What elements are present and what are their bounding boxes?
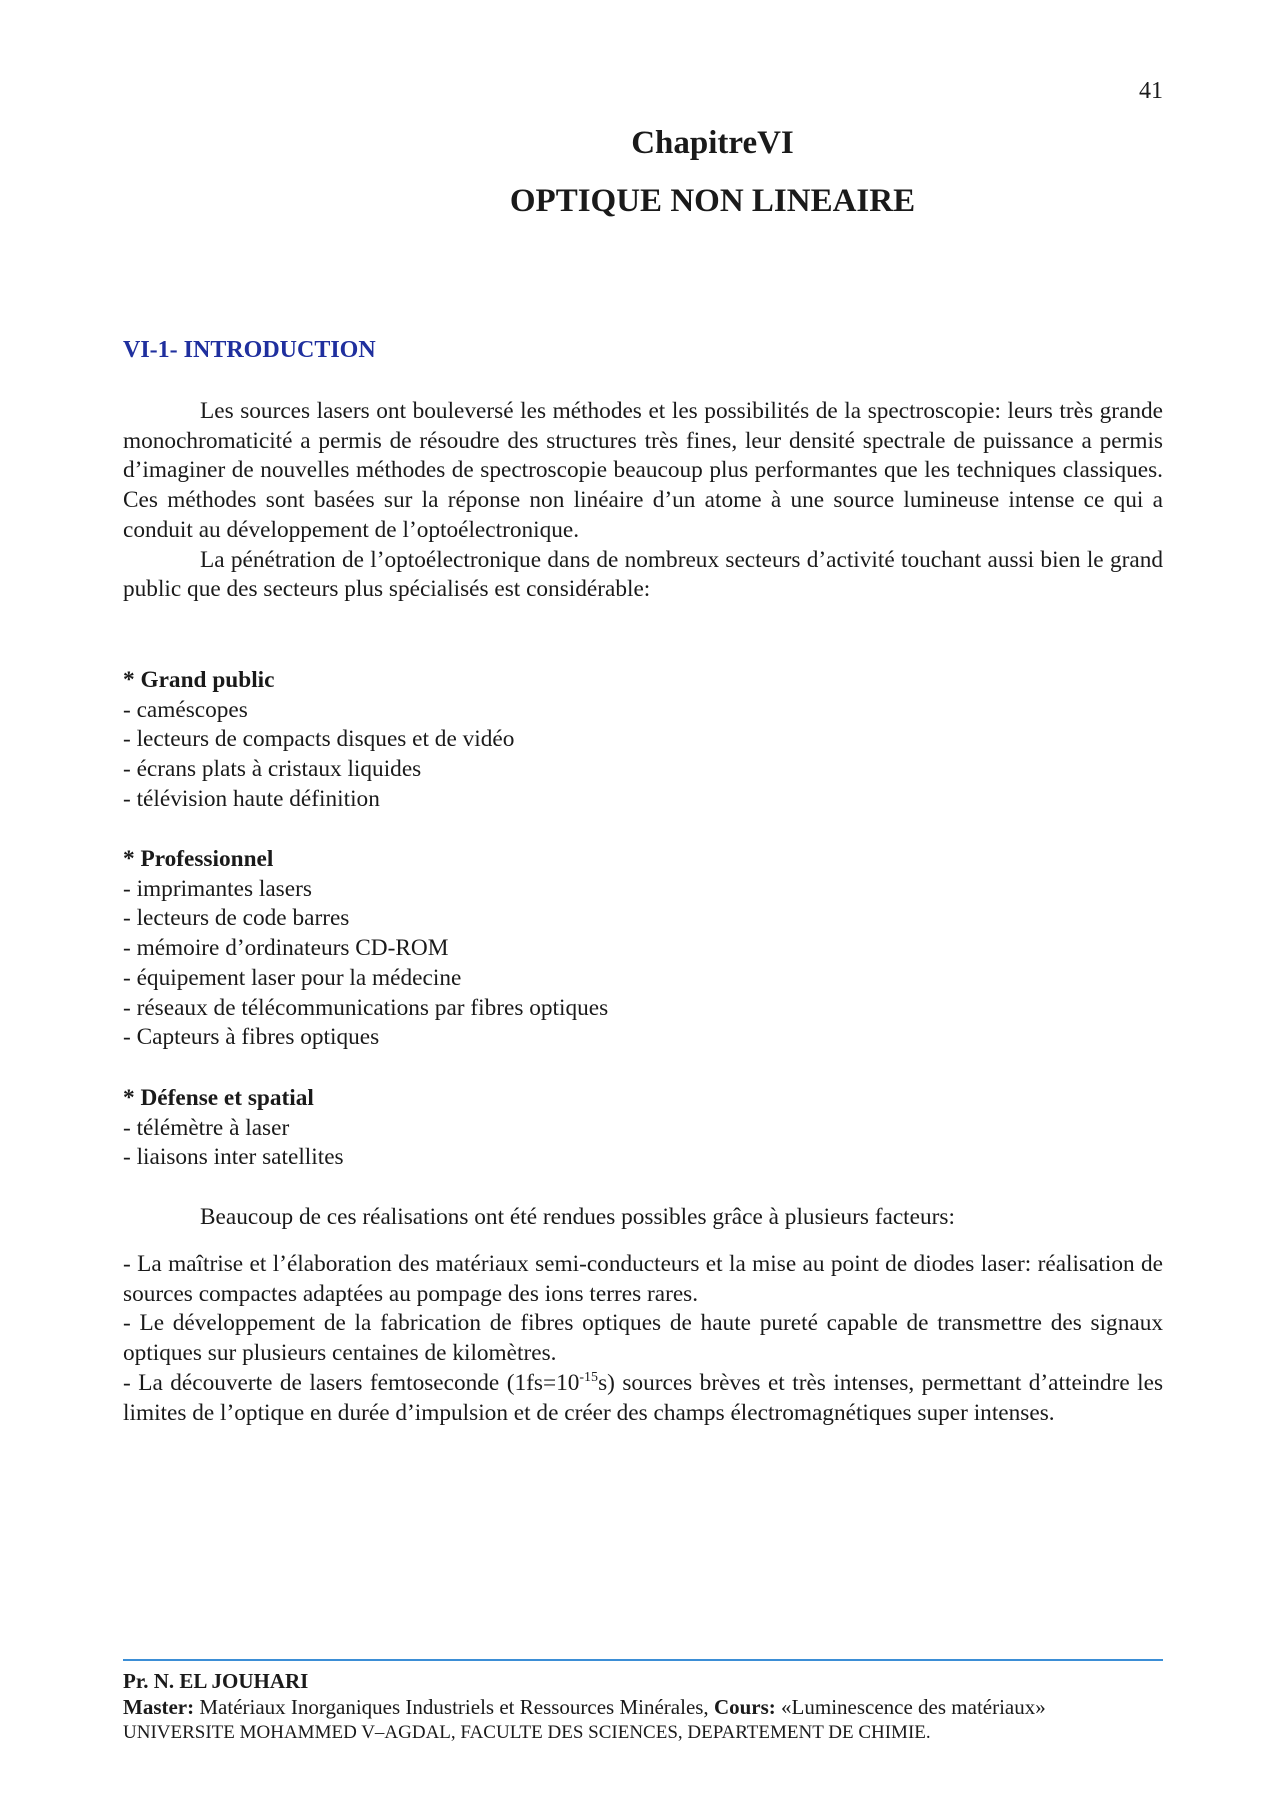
course-label: Cours: <box>713 1695 776 1719</box>
section-heading: VI-1- INTRODUCTION <box>123 337 376 363</box>
list-item: - équipement laser pour la médecine <box>123 964 462 991</box>
master-text: Matériaux Inorganiques Industriels et Ressources Minérales, <box>194 1695 714 1719</box>
master-label: Master: <box>123 1695 195 1719</box>
course-text: «Luminescence des matériaux» <box>775 1695 1046 1719</box>
list-item: - réseaux de télécommunications par fibres optiques <box>123 994 609 1021</box>
factor-item-3-part-b: s) sources brèves et très intenses, permettant d’atteindre les limites de l’optique en durée d’impulsion et de créer des champs électromagnétiques super intenses. <box>123 1369 1164 1426</box>
list-item: - Capteurs à fibres optiques <box>123 1024 380 1051</box>
factor-item-2: - Le développement de la fabrication de fibres optiques de haute pureté capable de transmettre des signaux optiques sur plusieurs centaines de kilomètres. <box>123 1310 1163 1367</box>
list-heading: * Professionnel <box>123 846 274 872</box>
factor-item-3-part-a: - La découverte de lasers femtoseconde (1fs=10 <box>123 1369 580 1396</box>
page-number: 41 <box>1139 78 1163 104</box>
footer-course-line <box>123 1694 1183 1720</box>
factors-intro: Beaucoup de ces réalisations ont été rendues possibles grâce à plusieurs facteurs: <box>200 1204 955 1230</box>
factors-list <box>123 1250 1163 1428</box>
chapter-title: ChapitreVI <box>631 125 794 161</box>
list-grand-public <box>123 666 1163 815</box>
footer-institution: UNIVERSITE MOHAMMED V–AGDAL, FACULTE DES SCIENCES, DEPARTEMENT DE CHIMIE. <box>123 1722 931 1743</box>
intro-paragraph-1: Les sources lasers ont bouleversé les méthodes et les possibilités de la spectroscopie: leurs très grande monochromaticité a permis de résoudre des structures très fines, leur densité spectrale de puissance a permis d’imaginer de nouvelles méthodes de spectroscopie beaucoup plus performantes que les techniques classiques. Ces méthodes sont basées sur la réponse non linéaire d’un atome à une source lumineuse intense ce qui a conduit au développement de l’optoélectronique. <box>123 398 1163 543</box>
list-item: - liaisons inter satellites <box>123 1144 344 1171</box>
list-heading: * Grand public <box>123 667 275 693</box>
exponent: -15 <box>579 1369 599 1385</box>
factor-item-3 <box>123 1369 1163 1428</box>
footer <box>123 1668 1183 1746</box>
list-item: - imprimantes lasers <box>123 875 312 902</box>
footer-author: Pr. N. EL JOUHARI <box>123 1669 309 1693</box>
factors-intro-block <box>123 1203 1163 1233</box>
intro-paragraph-2: La pénétration de l’optoélectronique dans de nombreux secteurs d’activité touchant aussi bien le grand public que des secteurs plus spécialisés est considérable: <box>123 546 1163 603</box>
list-heading: * Défense et spatial <box>123 1085 314 1111</box>
chapter-subtitle: OPTIQUE NON LINEAIRE <box>509 183 916 219</box>
list-item: - lecteurs de compacts disques et de vidéo <box>123 726 515 753</box>
intro-block <box>123 397 1163 605</box>
list-item: - lecteurs de code barres <box>123 905 350 932</box>
list-item: - écrans plats à cristaux liquides <box>123 756 422 783</box>
list-defense-spatial <box>123 1084 1163 1173</box>
list-item: - télévision haute définition <box>123 785 380 812</box>
list-item: - mémoire d’ordinateurs CD-ROM <box>123 935 449 962</box>
footer-rule <box>123 1659 1163 1661</box>
list-item: - caméscopes <box>123 696 248 723</box>
list-professionnel <box>123 845 1163 1053</box>
list-item: - télémètre à laser <box>123 1114 290 1141</box>
factor-item-1: - La maîtrise et l’élaboration des matériaux semi-conducteurs et la mise au point de diodes laser: réalisation de sources compactes adaptées au pompage des ions terres rares. <box>123 1251 1163 1307</box>
